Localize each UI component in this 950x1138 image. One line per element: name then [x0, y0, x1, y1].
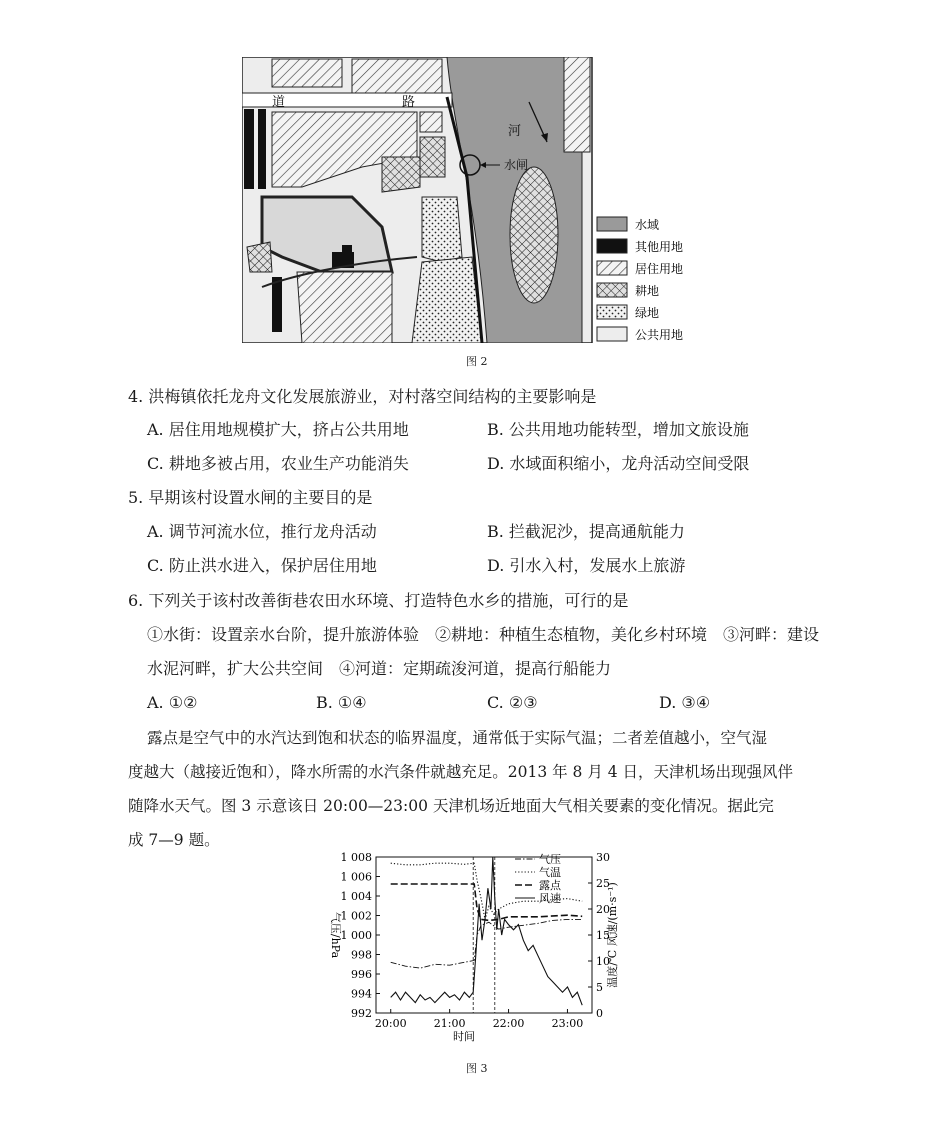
q4-option-b: B. 公共用地功能转型，增加文旅设施	[487, 420, 749, 439]
figure2-caption: 图 2	[466, 355, 488, 368]
q4-option-d: D. 水域面积缩小，龙舟活动空间受限	[487, 454, 750, 473]
passage-line-4: 成 7—9 题。	[128, 831, 220, 849]
q5-option-d: D. 引水入村，发展水上旅游	[487, 556, 686, 575]
x-tick-label: 21:00	[433, 1017, 466, 1030]
legend-label: 露点	[539, 879, 561, 892]
x-tick-label: 23:00	[551, 1017, 584, 1030]
q5-option-a: A. 调节河流水位，推行龙舟活动	[147, 522, 377, 541]
legend-green: 绿地	[635, 306, 660, 320]
passage-line-2: 度越大（越接近饱和），降水所需的水汽条件就越充足。2013 年 8 月 4 日，天津机场出现强风伴	[128, 763, 794, 781]
q6-option-c: C. ②③	[487, 693, 538, 712]
q6-option-d: D. ③④	[659, 693, 711, 712]
q6-option-a: A. ①②	[147, 693, 198, 712]
legend-label: 气温	[539, 866, 561, 879]
legend-label: 风速	[539, 892, 561, 905]
q4-option-c: C. 耕地多被占用，农业生产功能消失	[147, 454, 409, 473]
legend-other: 其他用地	[635, 240, 684, 254]
map-label-river: 河	[508, 124, 522, 139]
right-tick-label: 15	[596, 929, 610, 942]
right-tick-label: 25	[596, 877, 610, 890]
left-tick-label: 1 004	[340, 890, 372, 903]
left-tick-label: 998	[351, 948, 372, 962]
right-tick-label: 5	[596, 981, 603, 994]
passage-line-1: 露点是空气中的水汽达到饱和状态的临界温度，通常低于实际气温；二者差值越小，空气湿	[147, 729, 768, 747]
left-axis-title: 气压/hPa	[329, 911, 342, 959]
left-tick-label: 1 006	[340, 870, 372, 884]
x-axis-title: 时间	[453, 1030, 475, 1043]
legend-water: 水域	[635, 218, 660, 232]
weather-chart	[300, 845, 640, 1055]
q6-stem: 6. 下列关于该村改善街巷农田水环境、打造特色水乡的措施，可行的是	[128, 591, 629, 610]
q4-stem: 4. 洪梅镇依托龙舟文化发展旅游业，对村落空间结构的主要影响是	[128, 387, 597, 406]
x-tick-label: 22:00	[492, 1017, 525, 1030]
legend-farmland: 耕地	[635, 284, 660, 298]
q6-items-line2: 水泥河畔，扩大公共空间 ④河道：定期疏浚河道，提高行船能力	[147, 659, 612, 678]
x-tick-label: 20:00	[374, 1017, 407, 1030]
legend-public: 公共用地	[635, 328, 684, 342]
q5-option-c: C. 防止洪水进入，保护居住用地	[147, 556, 377, 575]
map-label-road-left: 道	[272, 95, 286, 110]
right-tick-label: 10	[596, 955, 610, 968]
figure3-caption: 图 3	[466, 1062, 488, 1075]
series-line-dashdot	[391, 919, 583, 968]
map-label-road-right: 路	[402, 95, 416, 110]
left-tick-label: 1 002	[340, 909, 372, 923]
q5-option-b: B. 拦截泥沙，提高通航能力	[487, 522, 685, 541]
right-axis-title: 温度/℃ 风速/(m·s⁻¹)	[606, 882, 619, 988]
right-tick-label: 30	[596, 851, 610, 864]
q6-option-b: B. ①④	[316, 693, 367, 712]
q5-stem: 5. 早期该村设置水闸的主要目的是	[128, 488, 373, 507]
passage-line-3: 随降水天气。图 3 示意该日 20:00—23:00 天津机场近地面大气相关要素的变化情况。据此完	[128, 797, 774, 815]
left-tick-label: 992	[351, 1007, 372, 1020]
legend-label: 气压	[539, 853, 561, 866]
q4-option-a: A. 居住用地规模扩大，挤占公共用地	[147, 420, 409, 439]
map-label-sluice: 水闸	[504, 158, 529, 172]
left-tick-label: 1 008	[340, 851, 372, 864]
left-tick-label: 994	[351, 987, 372, 1001]
land-use-map	[242, 57, 710, 343]
left-tick-label: 996	[351, 968, 372, 981]
legend-residential: 居住用地	[635, 262, 684, 276]
q6-items-line1: ①水街：设置亲水台阶，提升旅游体验 ②耕地：种植生态植物，美化乡村环境 ③河畔：建设	[147, 625, 820, 644]
right-tick-label: 0	[596, 1007, 603, 1020]
left-tick-label: 1 000	[340, 929, 372, 942]
right-tick-label: 20	[596, 903, 610, 916]
map-legend	[597, 217, 683, 342]
